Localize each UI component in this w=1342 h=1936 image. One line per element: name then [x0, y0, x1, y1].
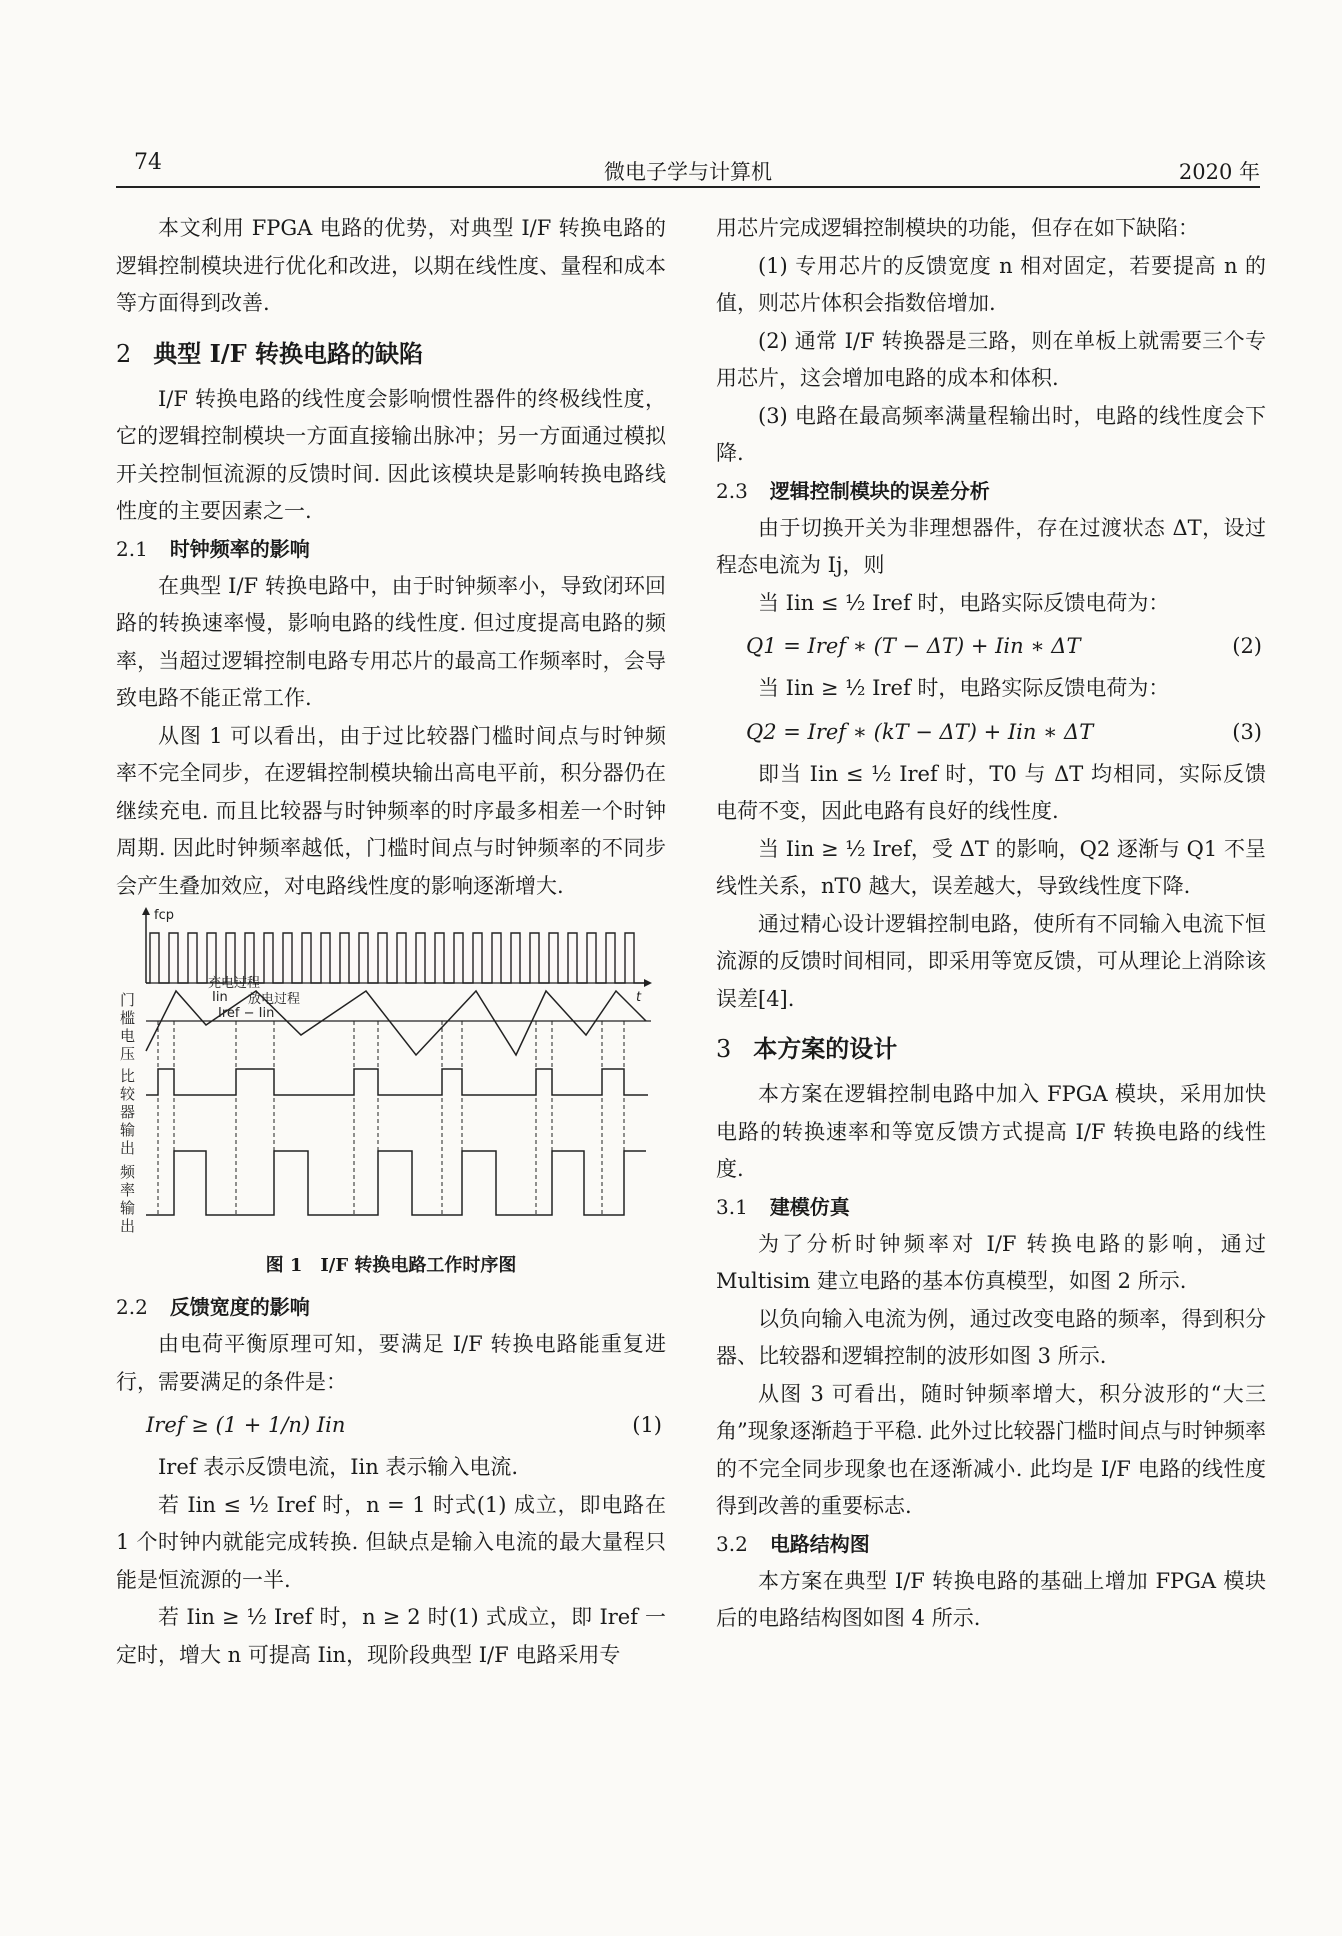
section-number: 2.3 [716, 478, 748, 503]
section-number: 3.1 [716, 1194, 748, 1219]
equation-body: Q1 = Iref ∗ (T − ΔT) + Iin ∗ ΔT [746, 634, 1081, 658]
label-t: t [636, 990, 642, 1005]
frequency-waveform [146, 1151, 646, 1215]
analysis-paragraph-1: 即当 Iin ≤ ½ Iref 时，T0 与 ΔT 均相同，实际反馈电荷不变，因此电路有良好的线性度. [716, 761, 1266, 823]
right-column [716, 210, 1266, 1638]
section-3-1-heading [716, 1189, 1266, 1226]
defect-3: (3) 电路在最高频率满量程输出时，电路的线性度会下降. [716, 403, 1266, 465]
section-2-2-paragraph-3: 若 Iin ≤ ½ Iref 时，n = 1 时式(1) 成立，即电路在 1 个时钟内就能完成转换. 但缺点是输入电流的最大量程只能是恒流源的一半. [116, 1492, 666, 1592]
analysis-paragraph-2: 当 Iin ≥ ½ Iref，受 ΔT 的影响，Q2 逐渐与 Q1 不呈线性关系，nT0 越大，误差越大，导致线性度下降. [716, 836, 1266, 898]
section-3-paragraph: 本方案在逻辑控制电路中加入 FPGA 模块，采用加快电路的转换速率和等宽反馈方式提高 I/F 转换电路的线性度. [716, 1082, 1266, 1181]
section-number: 2.1 [116, 536, 148, 561]
intro-paragraph: 本文利用 FPGA 电路的优势，对典型 I/F 转换电路的逻辑控制模块进行优化和改进，以期在线性度、量程和成本等方面得到改善. [116, 216, 666, 315]
equation-2 [716, 622, 1266, 670]
section-title: 本方案的设计 [753, 1034, 898, 1063]
section-2-2-heading [116, 1289, 666, 1326]
label-iref-iin: Iref − Iin [218, 1006, 275, 1021]
label-comparator-output: 比较器输出 [120, 1067, 136, 1157]
section-2-2-paragraph-1: 由电荷平衡原理可知，要满足 I/F 转换电路能重复进行，需要满足的条件是： [116, 1332, 666, 1394]
left-column [116, 210, 666, 1674]
section-3-2-heading [716, 1526, 1266, 1563]
analysis-paragraph-3: 通过精心设计逻辑控制电路，使所有不同输入电流下恒流源的反馈时间相同，即采用等宽反馈，可从理论上消除该误差[4]. [716, 911, 1266, 1011]
clock-axis-arrow [142, 907, 150, 915]
section-title: 典型 I/F 转换电路的缺陷 [153, 338, 424, 368]
defect-2: (2) 通常 I/F 转换器是三路，则在单板上就需要三个专用芯片，这会增加电路的成本和体积. [716, 328, 1266, 390]
section-3-1-paragraph-1: 为了分析时钟频率对 I/F 转换电路的影响，通过 Multisim 建立电路的基本仿真模型，如图 2 所示. [716, 1231, 1266, 1293]
section-2-1-paragraph-1: 在典型 I/F 转换电路中，由于时钟频率小，导致闭环回路的转换速率慢，影响电路的线性度. 但过度提高电路的频率，当超过逻辑控制电路专用芯片的最高工作频率时，会导致电路不能正常工作. [116, 573, 666, 710]
section-number: 2.2 [116, 1295, 148, 1319]
section-title: 建模仿真 [769, 1194, 850, 1219]
section-title: 反馈宽度的影响 [169, 1295, 310, 1319]
sync-guides [158, 1021, 624, 1215]
time-axis-arrow [644, 979, 652, 987]
timing-diagram-figure [116, 905, 666, 1245]
section-title: 时钟频率的影响 [169, 536, 310, 561]
label-discharge: 放电过程 [248, 992, 301, 1007]
equation-body: Q2 = Iref ∗ (kT − ΔT) + Iin ∗ ΔT [746, 719, 1094, 744]
label-charge: 充电过程 [208, 976, 261, 991]
section-title: 逻辑控制模块的误差分析 [769, 478, 990, 503]
equation-1 [116, 1401, 666, 1449]
header-rule [116, 186, 1260, 188]
section-3-2-paragraph: 本方案在典型 I/F 转换电路的基础上增加 FPGA 模块后的电路结构图如图 4 所示. [716, 1568, 1266, 1630]
comparator-waveform [146, 1069, 648, 1095]
section-2-1-heading [116, 531, 666, 568]
continued-paragraph: 用芯片完成逻辑控制模块的功能，但存在如下缺陷： [716, 216, 1199, 240]
section-2-3-heading [716, 473, 1266, 510]
section-number: 3 [716, 1035, 732, 1063]
section-2-2-paragraph-2: Iref 表示反馈电流，Iin 表示输入电流. [158, 1455, 519, 1479]
figure-1-caption: 图 1 I/F 转换电路工作时序图 [265, 1255, 517, 1276]
equation-number: (1) [632, 1413, 662, 1437]
equation-3 [716, 708, 1266, 756]
section-title: 电路结构图 [769, 1531, 870, 1556]
section-number: 2 [116, 339, 132, 368]
label-threshold-voltage: 门槛电压 [120, 991, 136, 1063]
equation-number: (2) [1232, 634, 1262, 658]
label-frequency-output: 频率输出 [120, 1163, 136, 1235]
label-iin: Iin [212, 990, 228, 1005]
condition-2: 当 Iin ≥ ½ Iref 时，电路实际反馈电荷为： [758, 676, 1170, 700]
journal-name: 微电子学与计算机 [604, 160, 772, 184]
page-header [116, 150, 1260, 186]
section-2-heading [116, 333, 666, 375]
section-2-1-paragraph-2: 从图 1 可以看出，由于过比较器门槛时间点与时钟频率不完全同步，在逻辑控制模块输出高电平前，积分器仍在继续充电. 而且比较器与时钟频率的时序最多相差一个时钟周期. 因此时钟频率越低，门槛时间点与时钟频率的不同步会产生叠加效应，对电路线性度的影响逐渐增大. [116, 723, 666, 898]
section-2-3-paragraph: 由于切换开关为非理想器件，存在过渡状态 ΔT，设过程态电流为 Ij，则 [716, 515, 1266, 577]
publication-year: 2020 年 [1178, 160, 1260, 184]
label-fcp: fcp [154, 908, 174, 923]
equation-number: (3) [1232, 719, 1262, 744]
condition-1: 当 Iin ≤ ½ Iref 时，电路实际反馈电荷为： [758, 590, 1170, 615]
equation-body: Iref ≥ (1 + 1/n) Iin [146, 1413, 346, 1437]
section-3-1-paragraph-3: 从图 3 可看出，随时钟频率增大，积分波形的“大三角”现象逐渐趋于平稳. 此外过比较器门槛时间点与时钟频率的不完全同步现象也在逐渐减小. 此均是 I/F 电路的线性度得到改善的重要标志. [716, 1381, 1266, 1518]
page-number: 74 [134, 150, 162, 175]
section-3-1-paragraph-2: 以负向输入电流为例，通过改变电路的频率，得到积分器、比较器和逻辑控制的波形如图 3 所示. [716, 1306, 1266, 1368]
section-2-paragraph: I/F 转换电路的线性度会影响惯性器件的终极线性度，它的逻辑控制模块一方面直接输出脉冲；另一方面通过模拟开关控制恒流源的反馈时间. 因此该模块是影响转换电路线性度的主要因素之一. [116, 386, 666, 523]
defect-1: (1) 专用芯片的反馈宽度 n 相对固定，若要提高 n 的值，则芯片体积会指数倍增加. [716, 253, 1266, 315]
section-3-heading [716, 1028, 1266, 1070]
timing-diagram [116, 905, 666, 1245]
section-2-2-paragraph-4: 若 Iin ≥ ½ Iref 时，n ≥ 2 时(1) 式成立，即 Iref 一定时，增大 n 可提高 Iin，现阶段典型 I/F 电路采用专 [116, 1605, 666, 1667]
section-number: 3.2 [716, 1531, 748, 1556]
